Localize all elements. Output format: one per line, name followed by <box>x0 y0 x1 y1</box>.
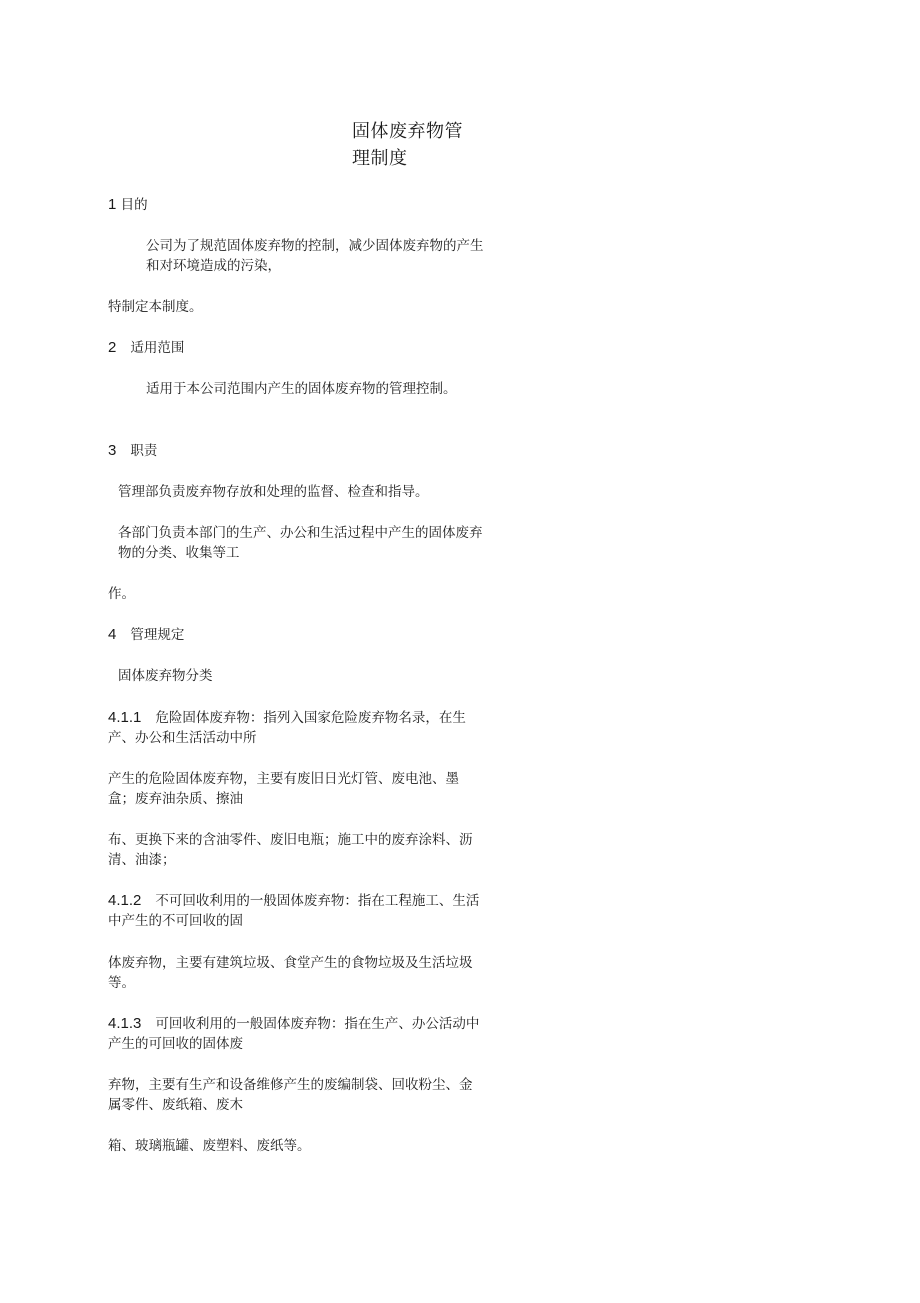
clause-number: 4.1.3 <box>108 1015 142 1032</box>
section-title: 管理规定 <box>130 627 185 643</box>
paragraph-recyclable-cont-2: 箱、玻璃瓶罐、废塑料、废纸等。 <box>108 1138 311 1154</box>
subsection-classification: 固体废弃物分类 <box>118 668 213 684</box>
paragraph-duty-2: 各部门负责本部门的生产、办公和生活过程中产生的固体废弃物的分类、收集等工 <box>118 525 483 561</box>
clause-4-1-3 <box>108 1014 483 1054</box>
section-1-heading <box>108 195 493 215</box>
section-number: 4 <box>108 626 117 643</box>
paragraph-hazardous-cont-1: 产生的危险固体废弃物，主要有废旧日光灯管、废电池、墨盒；废弃油杂质、擦油 <box>108 771 459 807</box>
paragraph-duty-2-cont: 作。 <box>108 586 135 602</box>
clause-4-1-1 <box>108 708 468 748</box>
clause-number: 4.1.2 <box>108 892 142 909</box>
section-number: 1 <box>108 196 117 213</box>
paragraph-recyclable-cont-1: 弃物，主要有生产和设备维修产生的废编制袋、回收粉尘、金属零件、废纸箱、废木 <box>108 1077 473 1113</box>
clause-number: 4.1.1 <box>108 709 142 726</box>
paragraph-purpose-cont: 特制定本制度。 <box>108 299 203 315</box>
section-title: 适用范围 <box>130 340 185 356</box>
section-4-heading <box>108 625 493 645</box>
paragraph-duty-1: 管理部负责废弃物存放和处理的监督、检查和指导。 <box>118 484 429 500</box>
clause-text: 可回收利用的一般固体废弃物：指在生产、办公活动中产生的可回收的固体废 <box>108 1016 480 1052</box>
paragraph-scope: 适用于本公司范围内产生的固体废弃物的管理控制。 <box>146 381 457 397</box>
section-title: 职责 <box>130 443 158 459</box>
section-number: 2 <box>108 339 117 356</box>
document-title <box>352 118 512 172</box>
section-title: 目的 <box>120 197 148 213</box>
clause-text: 不可回收利用的一般固体废弃物：指在工程施工、生活中产生的不可回收的固 <box>108 893 480 929</box>
clause-4-1-2 <box>108 891 483 931</box>
section-2-heading <box>108 338 493 358</box>
paragraph-nonrecyclable-cont: 体废弃物，主要有建筑垃圾、食堂产生的食物垃圾及生活垃圾等。 <box>108 955 473 991</box>
title-line-1: 固体废弃物管 <box>352 121 463 142</box>
section-number: 3 <box>108 442 117 459</box>
section-3-heading <box>108 441 493 461</box>
paragraph-purpose: 公司为了规范固体废弃物的控制，减少固体废弃物的产生和对环境造成的污染， <box>146 238 484 274</box>
paragraph-hazardous-cont-2: 布、更换下来的含油零件、废旧电瓶；施工中的废弃涂料、沥清、油漆； <box>108 832 473 868</box>
title-line-2: 理制度 <box>352 148 408 169</box>
clause-text: 危险固体废弃物：指列入国家危险废弃物名录，在生产、办公和生活活动中所 <box>108 710 466 746</box>
